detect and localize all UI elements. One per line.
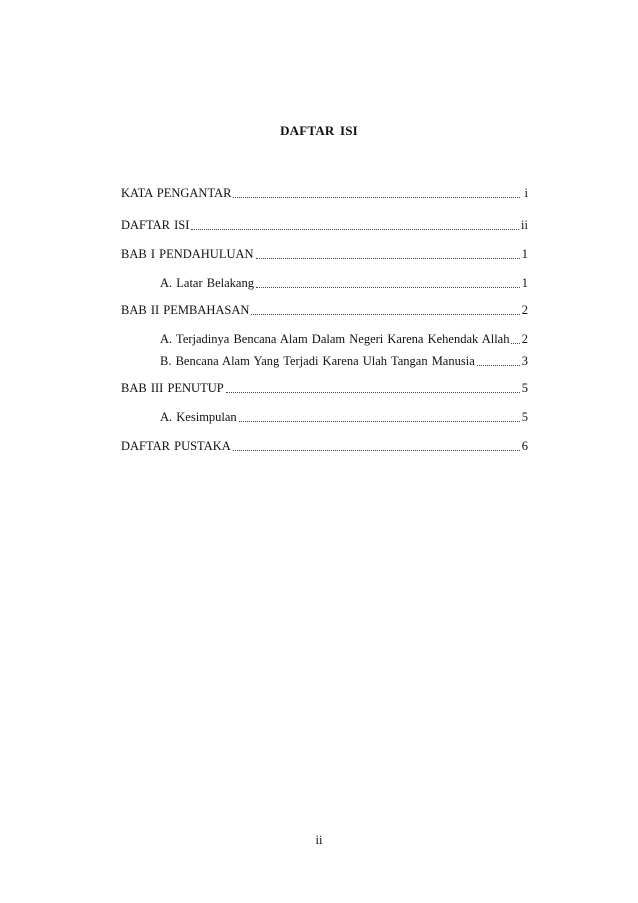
toc-entry-page: 1 [521,247,528,261]
toc-entry-label: KATA PENGANTAR [121,186,232,200]
dot-leader [256,248,520,259]
dot-leader [233,440,520,451]
toc-entry-label: BAB I PENDAHULUAN [121,247,254,261]
toc-entry-page: 5 [521,381,528,395]
page-title: DAFTAR ISI [280,123,358,138]
dot-leader [226,382,520,393]
toc-entry-page: 5 [521,410,528,424]
toc-entry-page: i [524,186,528,200]
toc-entry-label: B. Bencana Alam Yang Terjadi Karena Ulah Tangan Manusia [160,354,475,368]
toc-entry-latar-belakang [160,273,528,291]
toc-entry-label: BAB II PEMBAHASAN [121,303,250,317]
toc-entry-label: A. Kesimpulan [160,410,237,424]
dot-leader [191,219,519,230]
toc-entry-page: 2 [521,303,528,317]
toc-entry-page: ii [521,218,528,232]
toc-entry-bab-3 [121,378,528,396]
toc-entry-page: 1 [521,276,528,290]
toc-entry-bencana-alam-manusia [160,351,528,369]
toc-entry-label: A. Terjadinya Bencana Alam Dalam Negeri Karena Kehendak Allah [160,332,510,346]
toc-entry-daftar-isi [121,215,528,233]
toc-entry-kesimpulan [160,407,528,425]
dot-leader [256,277,520,288]
dot-leader [511,333,519,344]
toc-entry-label: DAFTAR PUSTAKA [121,439,231,453]
toc-entry-page: 6 [521,439,528,453]
toc-entry-terjadinya-bencana [160,329,528,347]
dot-leader [477,355,520,366]
toc-entry-daftar-pustaka [121,436,528,454]
toc-entry-label: DAFTAR ISI [121,218,190,232]
toc-entry-bab-2 [121,300,528,318]
toc-entry-label: BAB III PENUTUP [121,381,224,395]
dot-leader [239,411,520,422]
toc-entry-page: 2 [521,332,528,346]
page-number: ii [315,833,323,847]
toc-entry-bab-1 [121,244,528,262]
toc-entry-kata-pengantar [121,183,528,201]
toc-entry-label: A. Latar Belakang [160,276,254,290]
toc-entry-page: 3 [521,354,528,368]
dot-leader [251,304,519,315]
dot-leader [233,187,520,198]
